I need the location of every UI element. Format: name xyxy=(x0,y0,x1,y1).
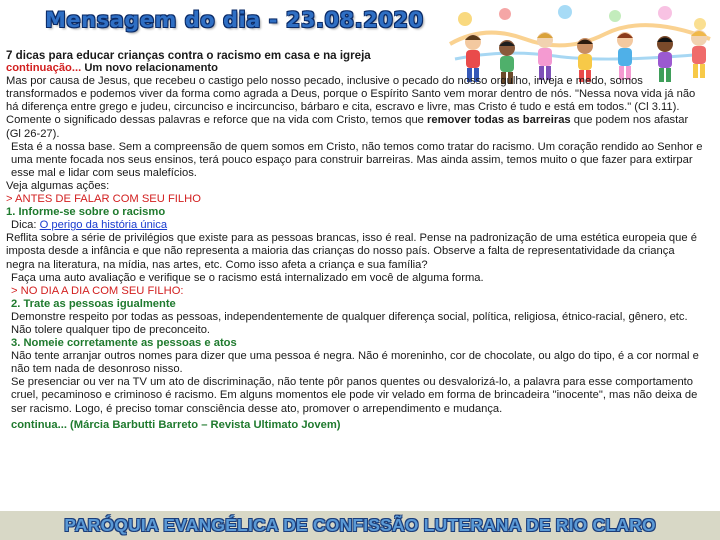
article-body xyxy=(6,49,706,432)
item-1-text-2: Faça uma auto avaliação e verifique se o racismo está internalizado em você de alguma forma. xyxy=(11,271,484,284)
daily-heading: > NO DIA A DIA COM SEU FILHO: xyxy=(11,284,184,297)
continuation-label: continuação... xyxy=(6,62,82,75)
paragraph-3: Veja algumas ações: xyxy=(6,179,110,192)
article-footer xyxy=(6,419,706,432)
item-3-title: 3. Nomeie corretamente as pessoas e atos xyxy=(11,337,237,350)
before-talking-heading: > ANTES DE FALAR COM SEU FILHO xyxy=(6,193,201,206)
article-headline: 7 dicas para educar crianças contra o racismo em casa e na igreja xyxy=(6,49,371,62)
item-1-tip xyxy=(6,219,706,232)
continues-label: continua... xyxy=(11,418,67,431)
paragraph-1-text-b: que podem nos afastar (Gl 26-27). xyxy=(6,114,689,140)
section-title: Um novo relacionamento xyxy=(84,62,218,75)
item-1-title: 1. Informe-se sobre o racismo xyxy=(6,206,166,219)
tip-link[interactable]: O perigo da história única xyxy=(39,219,168,232)
page-title: Mensagem do dia - 23.08.2020 xyxy=(45,8,424,32)
item-1-text: Reflita sobre a série de privilégios que existe para as pessoas brancas, isso é real. Pense na padronização de uma estética europeia que é imposta desde a infância e que não representa a maioria das crianças do nosso país. Observe a falta de representatividade da criança negra na literatura, na mídia, nas artes, etc. Como isso afeta a criança e sua família? xyxy=(6,232,697,271)
item-3-text-2: Se presenciar ou ver na TV um ato de discriminação, não tente pôr panos quentes ou desvalorizá-lo, a palavra para esse comportamento cruel, pecaminoso e criminoso é racismo. Em alguns momentos ele pode vir velado em forma de brincadeira "inocente", mas não deixa de ser racismo. Logo, é preciso tomar consciência desse ato, promover o arrependimento e mudança. xyxy=(11,376,698,415)
item-2-title: 2. Trate as pessoas igualmente xyxy=(11,297,176,310)
section-heading xyxy=(6,62,706,75)
footer-banner xyxy=(0,511,720,540)
item-3-text-1: Não tente arranjar outros nomes para dizer que uma pessoa é negra. Não é moreninho, cor de chocolate, ou algo do tipo, é a cor normal e não tem nada de desonroso nisso. xyxy=(11,350,699,376)
paragraph-1 xyxy=(6,75,706,140)
footer-text: PARÓQUIA EVANGÉLICA DE CONFISSÃO LUTERANA DE RIO CLARO xyxy=(64,515,656,535)
tip-label: Dica: xyxy=(11,219,37,232)
paragraph-1-emphasis: remover todas as barreiras xyxy=(427,114,571,127)
item-2-text: Demonstre respeito por todas as pessoas, independentemente de qualquer diferença social, política, religiosa, étnico-racial, gênero, etc. Não tolere qualquer tipo de preconceito. xyxy=(11,310,688,336)
paragraph-2: Esta é a nossa base. Sem a compreensão de quem somos em Cristo, não temos como tratar do racismo. Um coração rendido ao Senhor e uma mente focada nos seus ensinos, terá pouco espaço para construir barreiras. Mas ainda assim, temos muito o que fazer para extirpar esse mal e lidar com seus malefícios. xyxy=(11,140,703,179)
paragraph-1-text-a: Mas por causa de Jesus, que recebeu o castigo pelo nosso pecado, inclusive o pecado do nosso orgulho, inveja e medo, somos transformados e podemos viver da forma como agrada a Deus, porque o Espírito Santo vem morar dentro de nós. "Nessa nova vida já não há diferença entre grego e judeu, circunciso e incircunciso, bárbaro e cita, escravo e livre, mas Cristo é tudo e está em todos." (Cl 3.11). Comente o significado dessas palavras e reforce que na vida com Cristo, temos que xyxy=(6,75,696,127)
source-credit: (Márcia Barbutti Barreto – Revista Ultimato Jovem) xyxy=(70,418,341,431)
